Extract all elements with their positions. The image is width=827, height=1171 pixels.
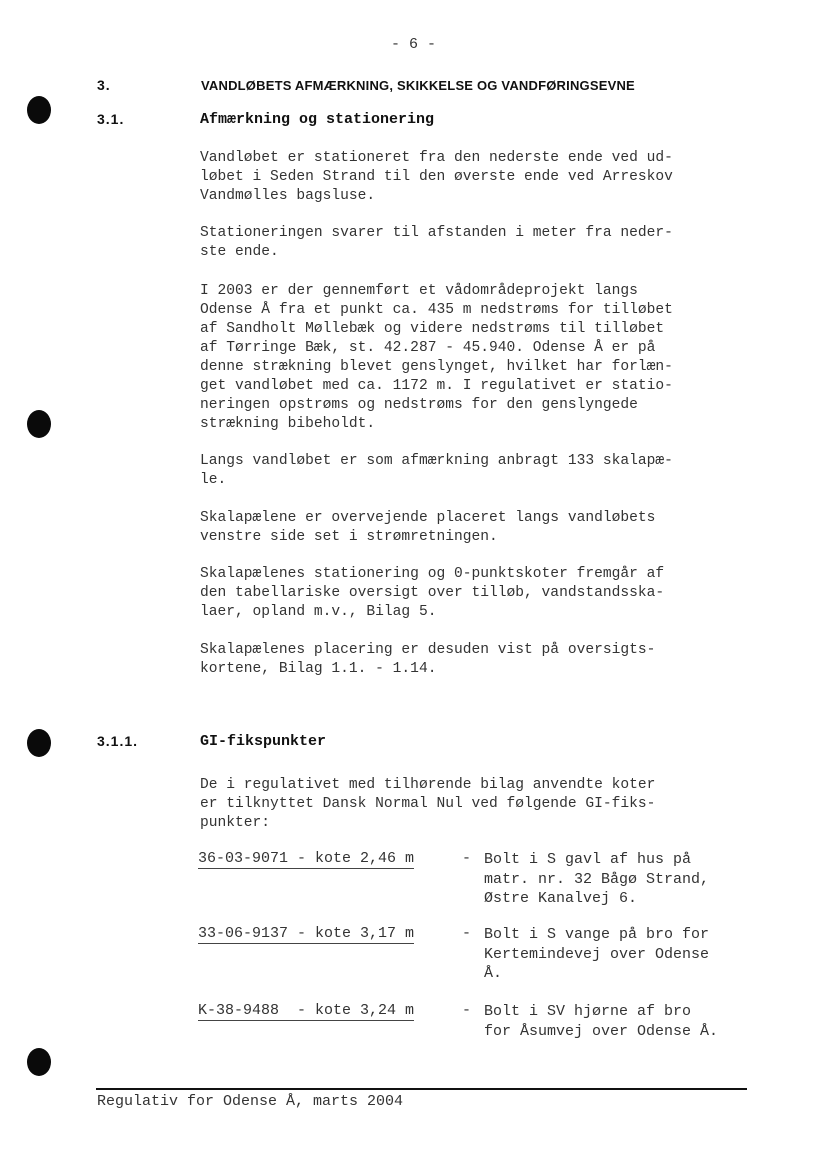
fixpoints-intro: De i regulativet med tilhørende bilag anvendte koter er tilknyttet Dansk Normal Nul ved følgende GI-fiks- punkter: (200, 777, 656, 831)
punch-hole-4 (27, 1048, 51, 1076)
fixpoint-ref-3: K-38-9488 - kote 3,24 m (198, 1002, 415, 1019)
fixpoint-desc-2: Bolt i S vange på bro for Kertemindevej over Odense Å. (484, 926, 710, 982)
punch-hole-2 (27, 410, 51, 438)
subsubsection-number: 3.1.1. (97, 733, 139, 749)
subsection-title: Afmærkning og stationering (200, 111, 435, 128)
paragraph-2: Stationeringen svarer til afstanden i meter fra neder- ste ende. (200, 225, 673, 260)
paragraph-3: I 2003 er der gennemført et vådområdeprojekt langs Odense Å fra et punkt ca. 435 m nedstrøms for tilløbet af Sandholt Møllebæk og videre nedstrøms til tilløbet af Tørringe Bæk, st. 42.287 - 45.940. Odense Å er på denne strækning blevet genslynget, hvilket har forlæn- get vandløbet med ca. 1172 m. I regulativet er statio- neringen opstrøms og nedstrøms for den genslyngede strækning bibeholdt. (200, 283, 673, 432)
page-number: - 6 - (390, 36, 436, 53)
fixpoint-desc-3: Bolt i SV hjørne af bro for Åsumvej over Odense Å. (484, 1003, 719, 1040)
fixpoint-dash-3: - (462, 1002, 472, 1019)
paragraph-4: Langs vandløbet er som afmærkning anbragt 133 skalapæ- le. (200, 453, 673, 488)
section-title: VANDLØBETS AFMÆRKNING, SKIKKELSE OG VANDFØRINGSEVNE (201, 78, 635, 93)
footer-rule (96, 1088, 747, 1090)
fixpoint-ref-1: 36-03-9071 - kote 2,46 m (198, 850, 415, 867)
paragraph-5: Skalapælene er overvejende placeret langs vandløbets venstre side set i strømretningen. (200, 510, 656, 545)
fixpoint-dash-1: - (462, 850, 472, 867)
punch-hole-3 (27, 729, 51, 757)
paragraph-6: Skalapælenes stationering og 0-punktskoter fremgår af den tabellariske oversigt over tilløb, vandstandsska- laer, opland m.v., Bilag 5. (200, 566, 665, 620)
punch-hole-1 (27, 96, 51, 124)
subsubsection-title: GI-fikspunkter (200, 733, 327, 750)
fixpoint-ref-2: 33-06-9137 - kote 3,17 m (198, 925, 415, 942)
fixpoint-dash-2: - (462, 925, 472, 942)
paragraph-7: Skalapælenes placering er desuden vist på oversigts- kortene, Bilag 1.1. - 1.14. (200, 642, 656, 677)
subsection-number: 3.1. (97, 111, 125, 127)
paragraph-1: Vandløbet er stationeret fra den nederste ende ved ud- løbet i Seden Strand til den øverste ende ved Arreskov Vandmølles bagsluse. (200, 150, 673, 204)
section-number: 3. (97, 77, 111, 93)
footer-text: Regulativ for Odense Å, marts 2004 (97, 1093, 404, 1110)
fixpoint-desc-1: Bolt i S gavl af hus på matr. nr. 32 Bågø Strand, Østre Kanalvej 6. (484, 851, 710, 907)
